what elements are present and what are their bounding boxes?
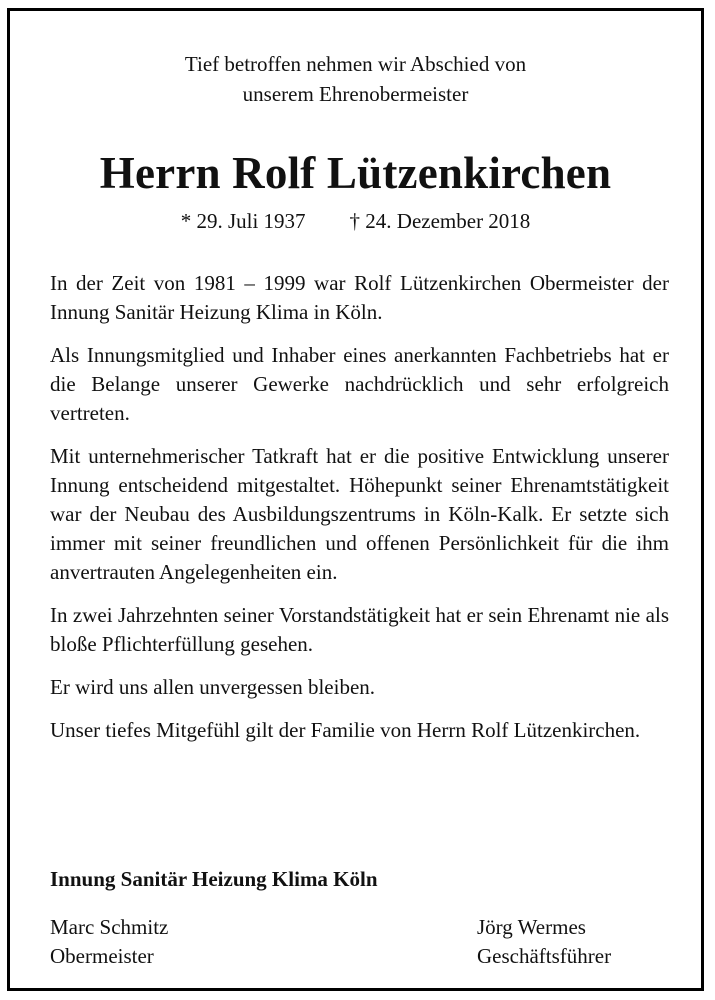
signatory-role: Geschäftsführer <box>477 944 612 968</box>
paragraph: Unser tiefes Mitgefühl gilt der Familie von Herrn Rolf Lützenkirchen. <box>50 718 641 742</box>
intro-line-2: unserem Ehrenobermeister <box>242 82 469 106</box>
paragraph: Er wird uns allen unvergessen bleiben. <box>50 675 376 699</box>
intro-text <box>10 49 701 109</box>
signatory-name: Jörg Wermes <box>477 915 586 939</box>
obituary-notice <box>7 8 704 991</box>
paragraph: In der Zeit von 1981 – 1999 war Rolf Lützenkirchen Obermeister der Innung Sanitär Heizung Klima in Köln. <box>50 271 669 324</box>
birth-date: * 29. Juli 1937 <box>180 209 306 233</box>
paragraph: Als Innungsmitglied und Inhaber eines anerkannten Fachbetriebs hat er die Belange unserer Gewerke nachdrücklich und sehr erfolgreich vertreten. <box>50 343 669 425</box>
paragraph: In zwei Jahrzehnten seiner Vorstandstätigkeit hat er sein Ehrenamt nie als bloße Pflichterfüllung gesehen. <box>50 603 669 656</box>
signatory-right <box>477 913 611 971</box>
paragraph: Mit unternehmerischer Tatkraft hat er die positive Entwicklung unserer Innung entscheidend mitgestaltet. Höhepunkt seiner Ehrenamtstätigkeit war der Neubau des Ausbildungszentrums in Köln-Kalk. Er setzte sich immer mit seiner freundlichen und offenen Persönlichkeit für die ihm anvertrauten Angelegenheiten ein. <box>50 444 669 584</box>
obituary-body <box>50 269 669 759</box>
intro-line-1: Tief betroffen nehmen wir Abschied von <box>184 52 527 76</box>
death-date: † 24. Dezember 2018 <box>349 209 531 233</box>
signatory-left <box>50 913 168 971</box>
deceased-name: Herrn Rolf Lützenkirchen <box>99 148 612 198</box>
signatory-name: Marc Schmitz <box>50 915 169 939</box>
life-dates <box>10 206 701 236</box>
organization-name: Innung Sanitär Heizung Klima Köln <box>50 867 378 891</box>
signatory-role: Obermeister <box>50 944 154 968</box>
